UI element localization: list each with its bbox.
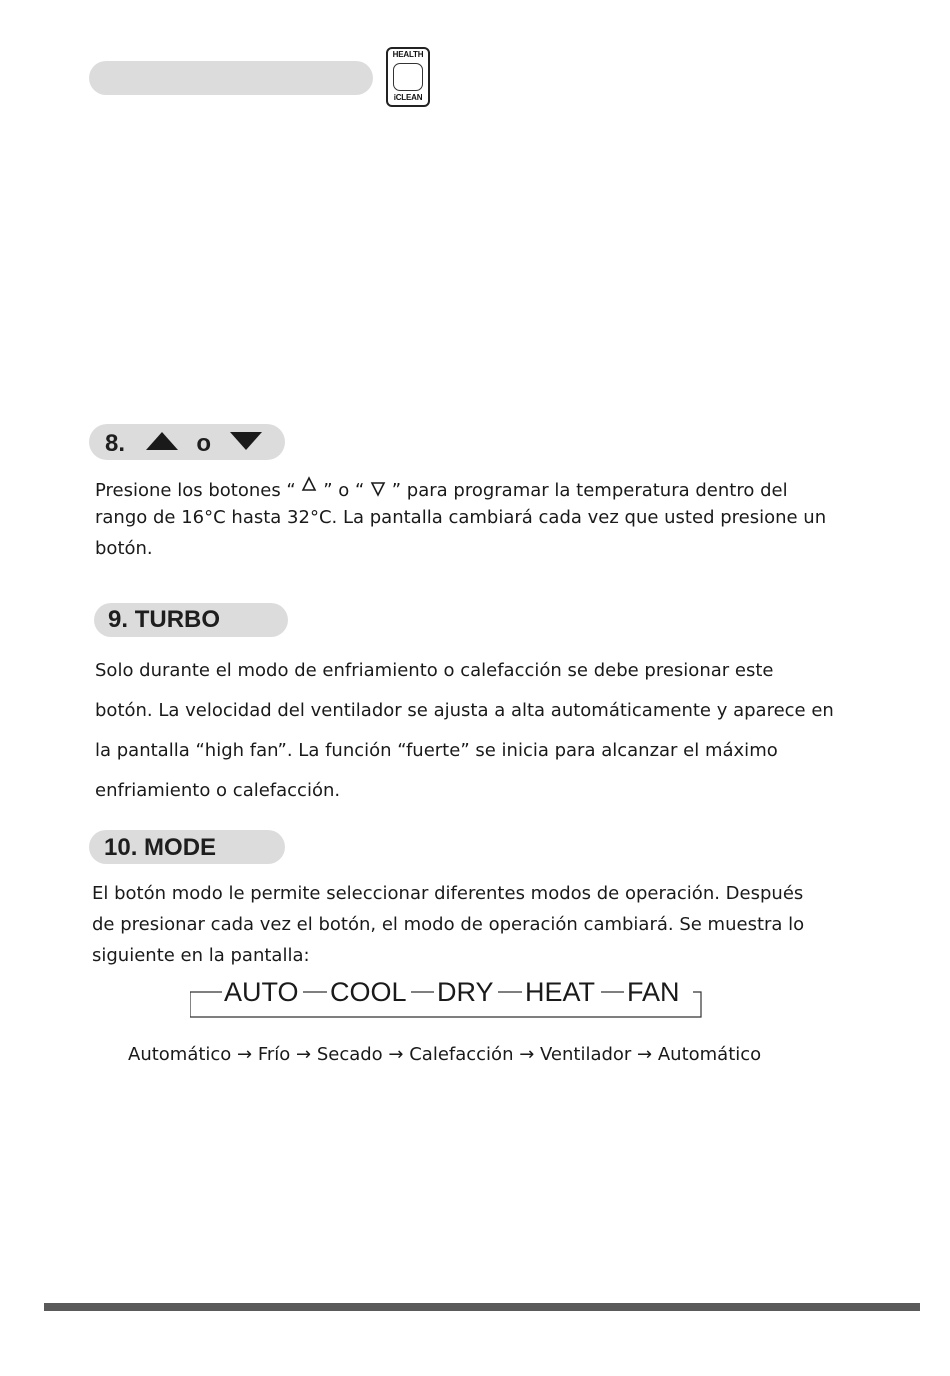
up-triangle-icon: [144, 430, 180, 452]
paragraph-line: Solo durante el modo de enfriamiento o calefacción se debe presionar este: [95, 660, 774, 681]
mode-cool: COOL: [330, 977, 407, 1007]
paragraph-line: siguiente en la pantalla:: [92, 945, 310, 966]
mode-fan: FAN: [627, 977, 680, 1007]
footer-divider: [44, 1303, 920, 1311]
paragraph-line: botón. La velocidad del ventilador se ajusta a alta automáticamente y aparece en: [95, 700, 834, 721]
down-arrow-outline-icon: [370, 481, 386, 497]
section-10-title: [104, 834, 216, 862]
section-10-number: 10: [104, 834, 131, 861]
paragraph-line: rango de 16°C hasta 32°C. La pantalla cambiará cada vez que usted presione un: [95, 507, 827, 528]
mode-translation-text: Automático → Frío → Secado → Calefacción → Ventilador → Automático: [128, 1044, 762, 1065]
section-8-number: 8.: [105, 430, 126, 457]
health-section-header: [89, 61, 373, 95]
section-9-title: [108, 606, 220, 634]
section-8-connector: o: [196, 430, 212, 457]
health-label: HEALTH: [392, 50, 424, 59]
iclean-label: iCLEAN: [393, 93, 423, 102]
paragraph-line: El botón modo le permite seleccionar diferentes modos de operación. Después: [92, 883, 804, 904]
mode-cycle-diagram: [190, 975, 702, 1019]
section-9-number: 9: [108, 606, 122, 633]
health-iclean-button-icon: [386, 47, 430, 107]
down-triangle-icon: [228, 430, 264, 452]
mode-auto: AUTO: [224, 977, 299, 1007]
mode-dry: DRY: [437, 977, 494, 1007]
mode-heat: HEAT: [525, 977, 596, 1007]
section-9-label: . TURBO: [121, 606, 221, 633]
paragraph-line: enfriamiento o calefacción.: [95, 780, 341, 801]
section-10-label: . MODE: [130, 834, 217, 861]
paragraph-line: de presionar cada vez el botón, el modo de operación cambiará. Se muestra lo: [92, 914, 805, 935]
paragraph-line: la pantalla “high fan”. La función “fuerte” se inicia para alcanzar el máximo: [95, 740, 778, 761]
button-face: [393, 63, 423, 91]
section-8-title: [105, 430, 264, 458]
paragraph-line: Presione los botones “ ” o “ ” para programar la temperatura dentro del: [95, 476, 788, 501]
up-arrow-outline-icon: [301, 476, 317, 492]
paragraph-line: botón.: [95, 538, 153, 559]
